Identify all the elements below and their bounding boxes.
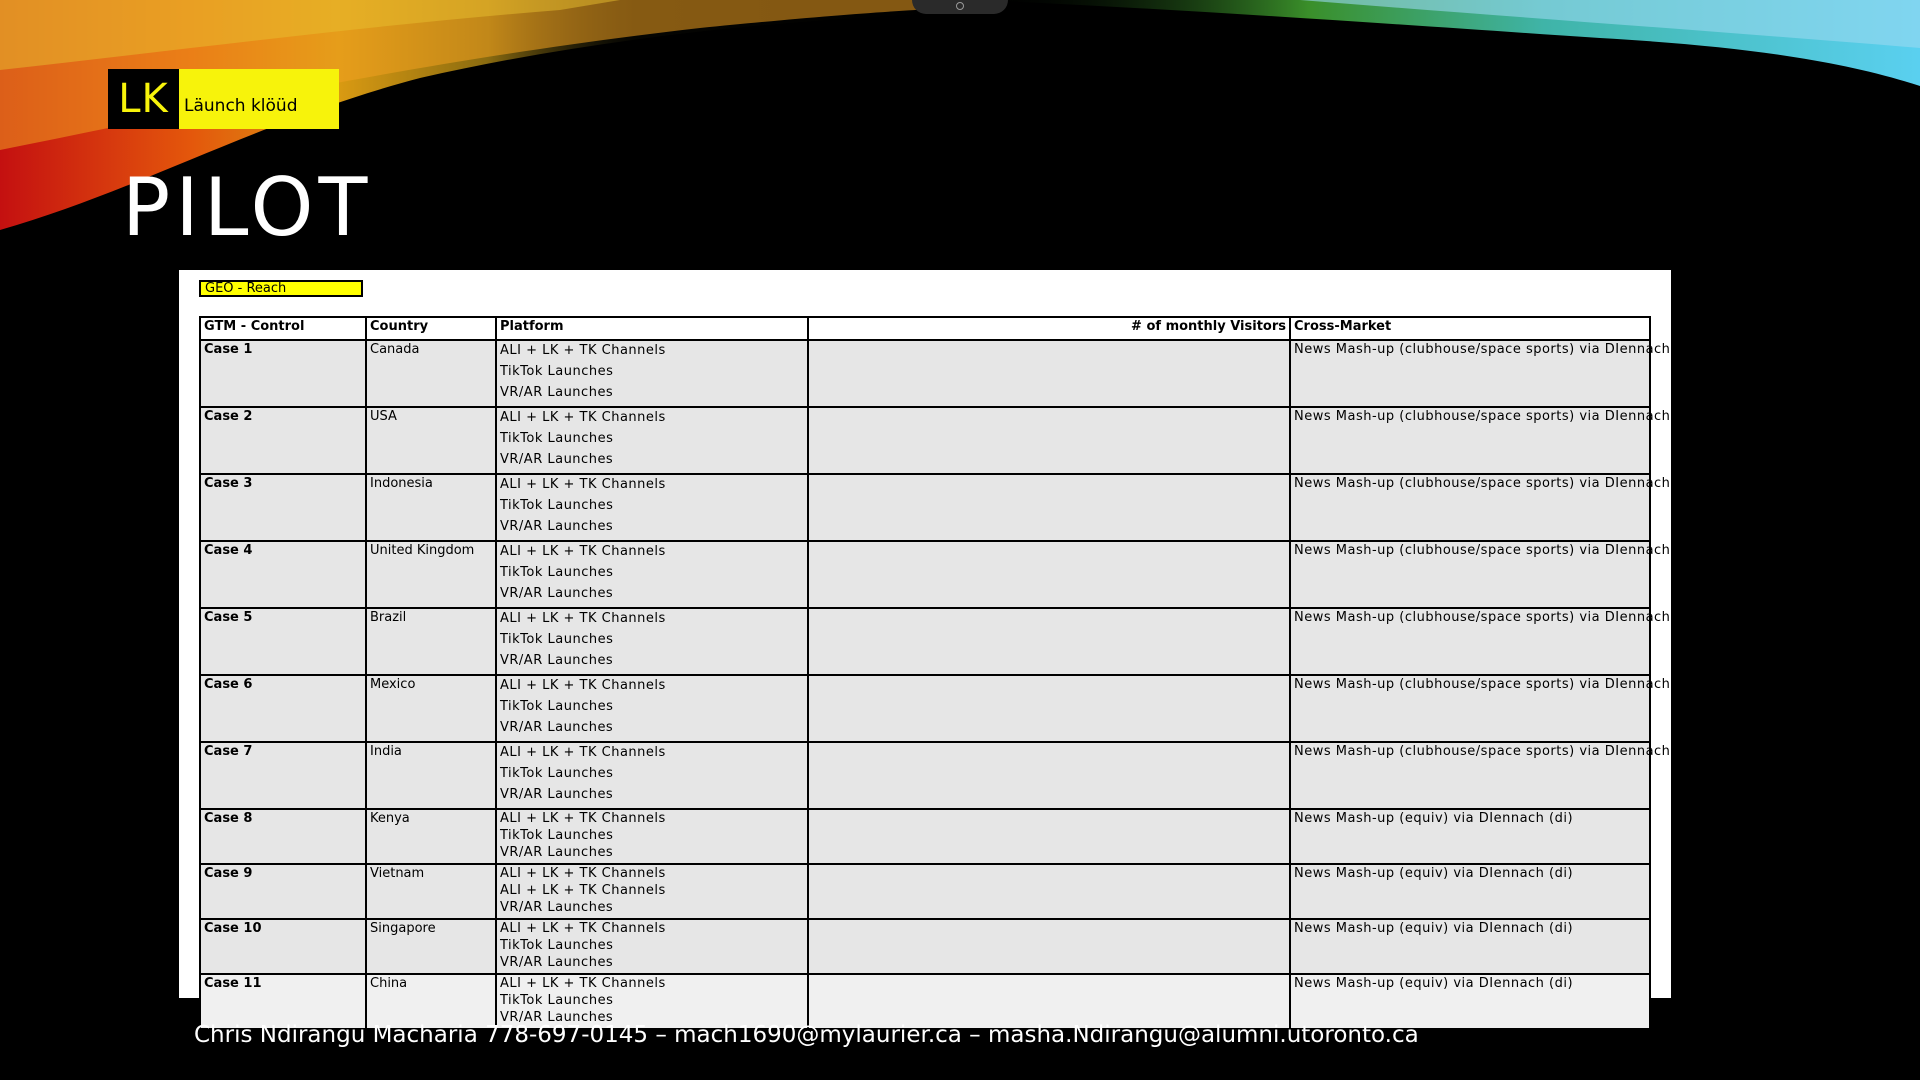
cell-monthly-visitors [808,608,1290,675]
logo-mark: LK [108,69,179,129]
camera-notch [912,0,1008,14]
cell-case: Case 10 [200,919,366,974]
platform-line: TikTok Launches [500,431,614,446]
cell-cross-market: News Mash-up (clubhouse/space sports) via DIennach (di) [1290,474,1650,541]
cell-monthly-visitors [808,407,1290,474]
platform-line: VR/AR Launches [500,787,614,802]
cell-country: Indonesia [366,474,496,541]
table-row [200,340,1650,407]
cell-case: Case 9 [200,864,366,919]
cell-platform [496,407,808,474]
cell-country: India [366,742,496,809]
table-row [200,541,1650,608]
platform-line: VR/AR Launches [500,385,614,400]
cell-cross-market: News Mash-up (equiv) via DIennach (di) [1290,919,1650,974]
platform-line: TikTok Launches [500,993,614,1008]
cell-country: Brazil [366,608,496,675]
cell-case: Case 7 [200,742,366,809]
platform-line: VR/AR Launches [500,1010,614,1025]
cell-country: Canada [366,340,496,407]
cell-platform [496,541,808,608]
cell-platform [496,340,808,407]
platform-line: VR/AR Launches [500,845,614,860]
table-row [200,809,1650,864]
geo-reach-tag: GEO - Reach [199,280,363,297]
platform-line: ALI + LK + TK Channels [500,544,666,559]
platform-line: ALI + LK + TK Channels [500,678,666,693]
cell-monthly-visitors [808,474,1290,541]
cell-cross-market: News Mash-up (equiv) via DIennach (di) [1290,809,1650,864]
contact-footer: Chris Ndirangu Macharia 778-697-0145 – mach1690@mylaurier.ca – masha.Ndirangu@alumni.utoronto.ca [194,1022,1419,1048]
cell-platform [496,474,808,541]
cell-case: Case 3 [200,474,366,541]
platform-line: TikTok Launches [500,565,614,580]
table-row [200,742,1650,809]
cell-country: China [366,974,496,1029]
platform-line: VR/AR Launches [500,720,614,735]
cell-case: Case 1 [200,340,366,407]
cell-monthly-visitors [808,742,1290,809]
platform-line: TikTok Launches [500,699,614,714]
platform-line: VR/AR Launches [500,653,614,668]
cell-monthly-visitors [808,809,1290,864]
cell-platform [496,809,808,864]
cell-cross-market: News Mash-up (clubhouse/space sports) via DIennach (di) [1290,608,1650,675]
platform-line: ALI + LK + TK Channels [500,976,666,991]
table-row [200,474,1650,541]
table-row [200,919,1650,974]
platform-line: VR/AR Launches [500,586,614,601]
cell-monthly-visitors [808,541,1290,608]
header-monthly-visitors: # of monthly Visitors [808,317,1290,340]
cell-country: Vietnam [366,864,496,919]
cell-platform [496,974,808,1029]
header-cross-market: Cross-Market [1290,317,1650,340]
cell-case: Case 8 [200,809,366,864]
logo-name: Läunch klöüd [184,96,298,116]
brand-logo [108,69,339,129]
camera-icon [956,2,964,10]
table-row [200,608,1650,675]
cell-country: Kenya [366,809,496,864]
slide-title: PILOT [122,161,373,254]
platform-line: ALI + LK + TK Channels [500,477,666,492]
cell-cross-market: News Mash-up (equiv) via DIennach (di) [1290,864,1650,919]
cell-monthly-visitors [808,864,1290,919]
cell-cross-market: News Mash-up (clubhouse/space sports) via DIennach (di) [1290,541,1650,608]
cell-platform [496,608,808,675]
platform-line: ALI + LK + TK Channels [500,343,666,358]
cell-cross-market: News Mash-up (clubhouse/space sports) via DIennach (di) [1290,407,1650,474]
table-row [200,407,1650,474]
cell-monthly-visitors [808,675,1290,742]
platform-line: ALI + LK + TK Channels [500,745,666,760]
cell-monthly-visitors [808,919,1290,974]
table-row [200,864,1650,919]
cell-cross-market: News Mash-up (equiv) via DIennach (di) [1290,974,1650,1029]
cell-case: Case 2 [200,407,366,474]
cell-cross-market: News Mash-up (clubhouse/space sports) via DIennach (di) [1290,675,1650,742]
platform-line: ALI + LK + TK Channels [500,921,666,936]
platform-line: ALI + LK + TK Channels [500,611,666,626]
platform-line: ALI + LK + TK Channels [500,866,666,881]
header-platform: Platform [496,317,808,340]
cell-platform [496,675,808,742]
header-country: Country [366,317,496,340]
platform-line: ALI + LK + TK Channels [500,811,666,826]
cell-country: Singapore [366,919,496,974]
cell-monthly-visitors [808,340,1290,407]
platform-line: VR/AR Launches [500,452,614,467]
platform-line: VR/AR Launches [500,955,614,970]
platform-line: TikTok Launches [500,766,614,781]
platform-line: TikTok Launches [500,498,614,513]
cell-cross-market: News Mash-up (clubhouse/space sports) via DIennach (di) [1290,742,1650,809]
platform-line: TikTok Launches [500,828,614,843]
cell-platform [496,919,808,974]
platform-line: ALI + LK + TK Channels [500,883,666,898]
platform-line: VR/AR Launches [500,900,614,915]
cell-case: Case 4 [200,541,366,608]
cell-case: Case 5 [200,608,366,675]
cell-case: Case 6 [200,675,366,742]
platform-line: TikTok Launches [500,938,614,953]
cell-platform [496,742,808,809]
cell-country: USA [366,407,496,474]
cell-monthly-visitors [808,974,1290,1029]
platform-line: TikTok Launches [500,364,614,379]
cell-cross-market: News Mash-up (clubhouse/space sports) via DIennach (di) [1290,340,1650,407]
table-row [200,675,1650,742]
pilot-table [199,316,1700,1030]
cell-country: United Kingdom [366,541,496,608]
spreadsheet-image [179,270,1700,1025]
table-header-row [200,317,1650,340]
header-gtm-control: GTM - Control [200,317,366,340]
cell-platform [496,864,808,919]
table-row [200,974,1650,1029]
platform-line: ALI + LK + TK Channels [500,410,666,425]
cell-country: Mexico [366,675,496,742]
platform-line: VR/AR Launches [500,519,614,534]
cell-case: Case 11 [200,974,366,1029]
platform-line: TikTok Launches [500,632,614,647]
